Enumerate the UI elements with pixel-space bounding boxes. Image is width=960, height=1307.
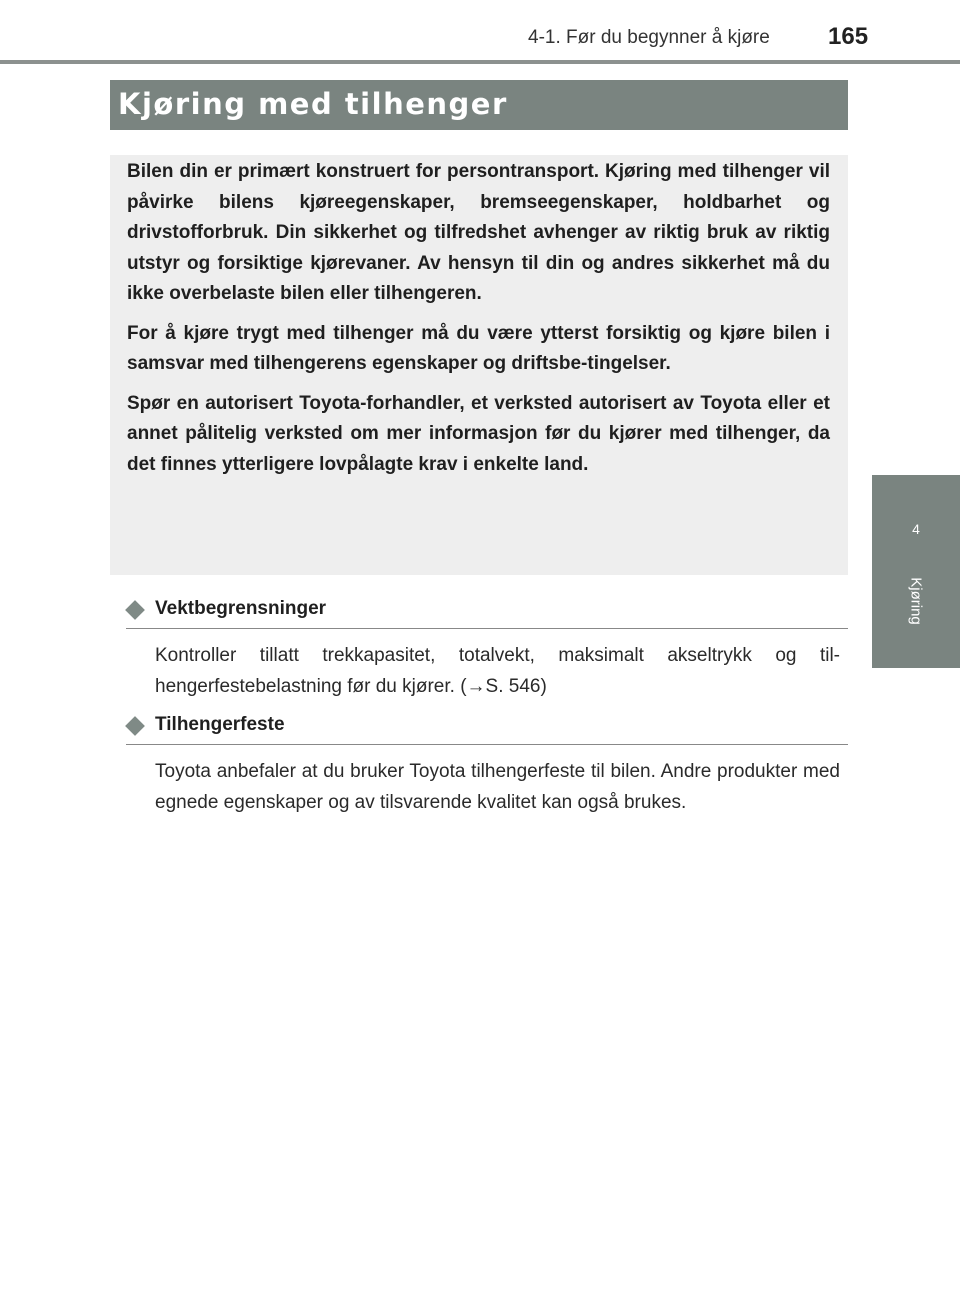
title-bar — [110, 80, 848, 130]
chapter-side-tab — [872, 475, 960, 668]
page-number: 165 — [828, 23, 869, 50]
diamond-bullet-icon — [125, 716, 145, 736]
header-section-title: 4-1. Før du begynner å kjøre — [528, 27, 770, 48]
section-heading-label: Tilhengerfeste — [155, 714, 285, 735]
intro-paragraph: Spør en autorisert Toyota-forhandler, et verksted autorisert av Toyota eller et annet pålitelig verksted om mer informasjon før du kjører med tilhenger, da det finnes ytterligere lovpålagte krav i enkelte land. — [127, 392, 830, 475]
section-body-weight-limits: Kontroller tillatt trekkapasitet, totalvekt, maksimalt akseltrykk og til-hengerfestebelastning før du kjører. (→S. 546) — [155, 645, 840, 697]
section-body-trailer-hitch: Toyota anbefaler at du bruker Toyota tilhengerfeste til bilen. Andre produkter med egnede egenskaper og av tilsvarende kvalitet kan også brukes. — [155, 761, 840, 813]
intro-box — [110, 155, 848, 575]
chapter-label: Kjøring — [907, 577, 925, 625]
header-rule — [0, 60, 960, 64]
section-heading-rule — [126, 628, 848, 629]
section-heading-trailer-hitch — [126, 709, 848, 745]
intro-paragraph: Bilen din er primært konstruert for persontransport. Kjøring med tilhenger vil påvirke bilens kjøreegenskaper, bremseegenskaper, holdbarhet og drivstofforbruk. Din sikkerhet og tilfredshet avhenger av riktig bruk av riktig utstyr og forsiktige kjørevaner. Av hensyn til din og andres sikkerhet må du ikke overbelaste bilen eller tilhengeren. — [127, 161, 830, 304]
chapter-number: 4 — [912, 521, 920, 537]
section-heading-weight-limits — [126, 593, 848, 629]
intro-text — [127, 157, 830, 480]
section-heading-label: Vektbegrensninger — [155, 598, 327, 619]
page-title: Kjøring med tilhenger — [118, 87, 508, 121]
intro-paragraph: For å kjøre trygt med tilhenger må du være ytterst forsiktig og kjøre bilen i samsvar med tilhengerens egenskaper og driftsbe-tingelser. — [127, 322, 830, 374]
diamond-bullet-icon — [125, 600, 145, 620]
section-heading-rule — [126, 744, 848, 745]
